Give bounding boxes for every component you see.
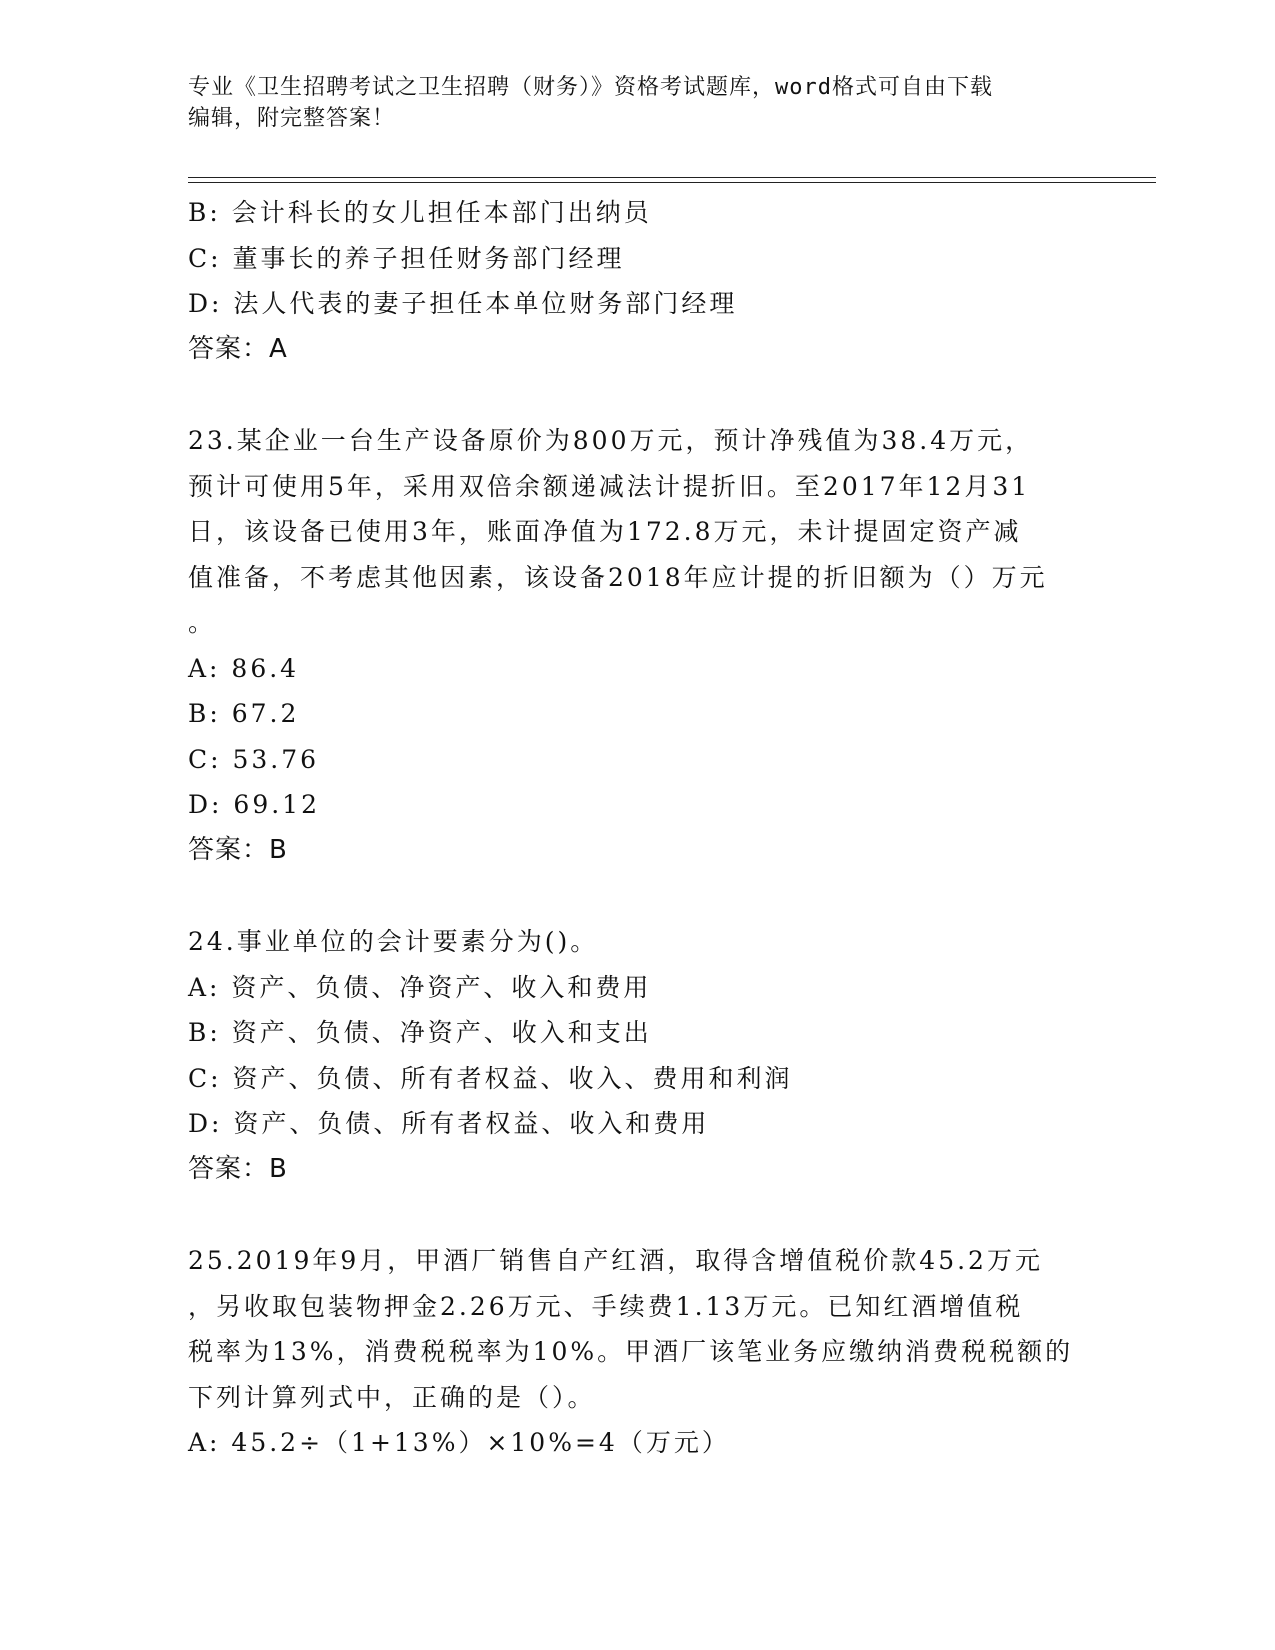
header-line-1: 专业《卫生招聘考试之卫生招聘（财务）》资格考试题库，word格式可自由下载	[188, 75, 993, 100]
spacer	[188, 873, 1088, 919]
question-stem-line: 值准备，不考虑其他因素，该设备2018年应计提的折旧额为（）万元	[188, 562, 1048, 592]
question-stem-line: 下列计算列式中，正确的是（）。	[188, 1382, 596, 1412]
question-stem-line: 日，该设备已使用3年，账面净值为172.8万元，未计提固定资产减	[188, 517, 1022, 546]
question-stem-line: 。	[188, 608, 217, 637]
option-d: D: 69.12	[188, 790, 320, 819]
spacer	[188, 372, 1088, 418]
option-c: C: 53.76	[188, 744, 320, 774]
option-c: C: 董事长的养子担任财务部门经理	[188, 243, 625, 273]
question-25	[188, 1238, 1088, 1466]
option-b: B: 会计科长的女儿担任本部门出纳员	[188, 198, 652, 227]
question-stem-line: 25.2019年9月，甲酒厂销售自产红酒，取得含增值税价款45.2万元	[188, 1246, 1043, 1275]
question-23	[188, 418, 1088, 873]
spacer	[188, 1192, 1088, 1238]
header-divider-bottom	[188, 182, 1156, 183]
question-stem-line: ，另收取包装物押金2.26万元、手续费1.13万元。已知红酒增值税	[188, 1291, 1024, 1321]
question-22-tail	[188, 190, 1088, 372]
option-a: A: 45.2÷（1+13%）×10%=4（万元）	[188, 1428, 730, 1457]
answer-line: 答案：A	[188, 333, 288, 364]
question-stem-line: 预计可使用5年，采用双倍余额递减法计提折旧。至2017年12月31	[188, 471, 1031, 501]
option-b: B: 67.2	[188, 699, 300, 728]
question-stem-line: 23.某企业一台生产设备原价为800万元，预计净残值为38.4万元，	[188, 426, 1034, 455]
header-divider-top	[188, 177, 1156, 178]
option-c: C: 资产、负债、所有者权益、收入、费用和利润	[188, 1063, 793, 1093]
header-line-2: 编辑，附完整答案！	[188, 106, 396, 131]
question-stem-line: 24.事业单位的会计要素分为()。	[188, 927, 599, 956]
document-body	[188, 190, 1088, 1466]
answer-line: 答案：B	[188, 834, 288, 865]
question-stem-line: 税率为13%，消费税税率为10%。甲酒厂该笔业务应缴纳消费税税额的	[188, 1337, 1074, 1366]
option-d: D: 资产、负债、所有者权益、收入和费用	[188, 1109, 710, 1138]
document-header	[188, 72, 1068, 134]
answer-line: 答案：B	[188, 1153, 288, 1184]
question-24	[188, 919, 1088, 1192]
option-a: A: 86.4	[188, 653, 300, 683]
option-a: A: 资产、负债、净资产、收入和费用	[188, 972, 652, 1002]
option-d: D: 法人代表的妻子担任本单位财务部门经理	[188, 289, 738, 318]
option-b: B: 资产、负债、净资产、收入和支出	[188, 1018, 652, 1047]
